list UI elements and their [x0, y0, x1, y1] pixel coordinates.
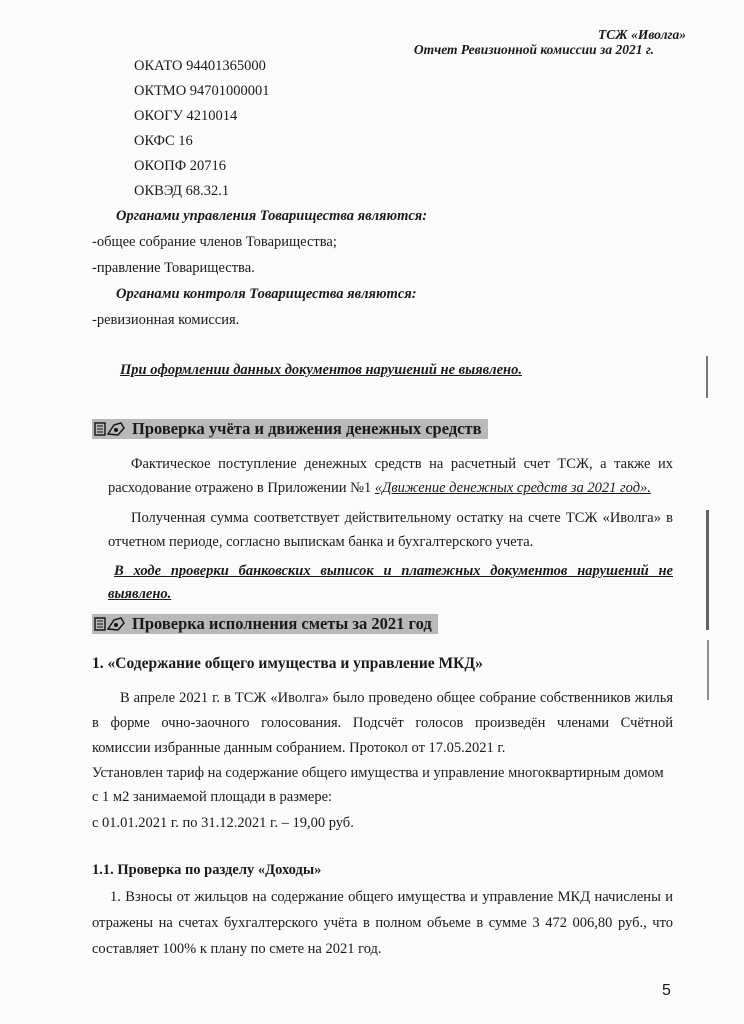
management-item: -общее собрание членов Товарищества;	[92, 234, 337, 250]
document-icon	[94, 616, 126, 632]
code-okfs: ОКФС 16	[134, 133, 193, 149]
section-cash-heading	[92, 419, 488, 439]
appendix-link[interactable]: «Движение денежных средств за 2021 год».	[374, 480, 651, 496]
scan-mark	[707, 640, 709, 700]
code-okato: ОКАТО 94401365000	[134, 58, 266, 74]
budget-tariff: с 01.01.2021 г. по 31.12.2021 г. – 19,00 руб.	[92, 815, 354, 831]
code-oktmo: ОКТМО 94701000001	[134, 83, 270, 99]
cash-p1-line2	[108, 480, 651, 497]
cash-p2-line2: отчетном периоде, согласно выпискам банка и бухгалтерского учета.	[108, 534, 534, 550]
cash-conclusion-line1: В ходе проверки банковских выписок и платежных документов нарушений не	[114, 563, 673, 579]
section-budget-heading	[92, 614, 438, 634]
budget-p1-line1: В апреле 2021 г. в ТСЖ «Иволга» было проведено общее собрание собственников жилья	[120, 690, 673, 706]
document-icon	[94, 421, 126, 437]
budget-sub2: 1.1. Проверка по разделу «Доходы»	[92, 862, 322, 878]
budget-p3-line3: составляет 100% к плану по смете на 2021 год.	[92, 941, 382, 957]
page-number: 5	[662, 982, 671, 999]
cash-conclusion-line2: выявлено.	[108, 586, 172, 602]
budget-p2-line1: Установлен тариф на содержание общего имущества и управление многоквартирным домом	[92, 765, 664, 781]
cash-p2-line1: Полученная сумма соответствует действительному остатку на счете ТСЖ «Иволга» в	[131, 510, 673, 526]
section-budget-title: Проверка исполнения сметы за 2021 год	[132, 614, 432, 633]
budget-p2-line2: с 1 м2 занимаемой площади в размере:	[92, 789, 333, 805]
header-report: Отчет Ревизионной комиссии за 2021 г.	[413, 42, 654, 57]
section-cash-title: Проверка учёта и движения денежных средств	[132, 419, 482, 438]
scan-mark	[706, 356, 708, 398]
scan-mark	[706, 510, 709, 630]
budget-p3-line1: 1. Взносы от жильцов на содержание общего имущества и управление МКД начислены и	[110, 889, 673, 905]
control-title: Органами контроля Товарищества являются:	[116, 286, 417, 302]
budget-p1-line3: комиссии избранные данным собранием. Протокол от 17.05.2021 г.	[92, 740, 506, 756]
budget-p1-line2: в форме очно-заочного голосования. Подсчёт голосов произведён членами Счётной	[92, 715, 673, 731]
management-item: -правление Товарищества.	[92, 260, 255, 276]
management-title: Органами управления Товарищества являются:	[116, 208, 428, 224]
control-item: -ревизионная комиссия.	[92, 312, 240, 328]
code-okogu: ОКОГУ 4210014	[134, 108, 238, 124]
budget-subheading: 1. «Содержание общего имущества и управление МКД»	[92, 655, 483, 672]
docs-conclusion: При оформлении данных документов нарушений не выявлено.	[120, 362, 522, 378]
cash-p1-line2-text: расходование отражено в Приложении №1	[108, 480, 375, 496]
header-org: ТСЖ «Иволга»	[598, 27, 686, 42]
budget-p3-line2: отражены на счетах бухгалтерского учёта в полном объеме в сумме 3 472 006,80 руб., что	[92, 915, 673, 931]
code-okved: ОКВЭД 68.32.1	[134, 183, 230, 199]
cash-p1-line1: Фактическое поступление денежных средств на расчетный счет ТСЖ, а также их	[131, 456, 673, 472]
code-okopf: ОКОПФ 20716	[134, 158, 227, 174]
